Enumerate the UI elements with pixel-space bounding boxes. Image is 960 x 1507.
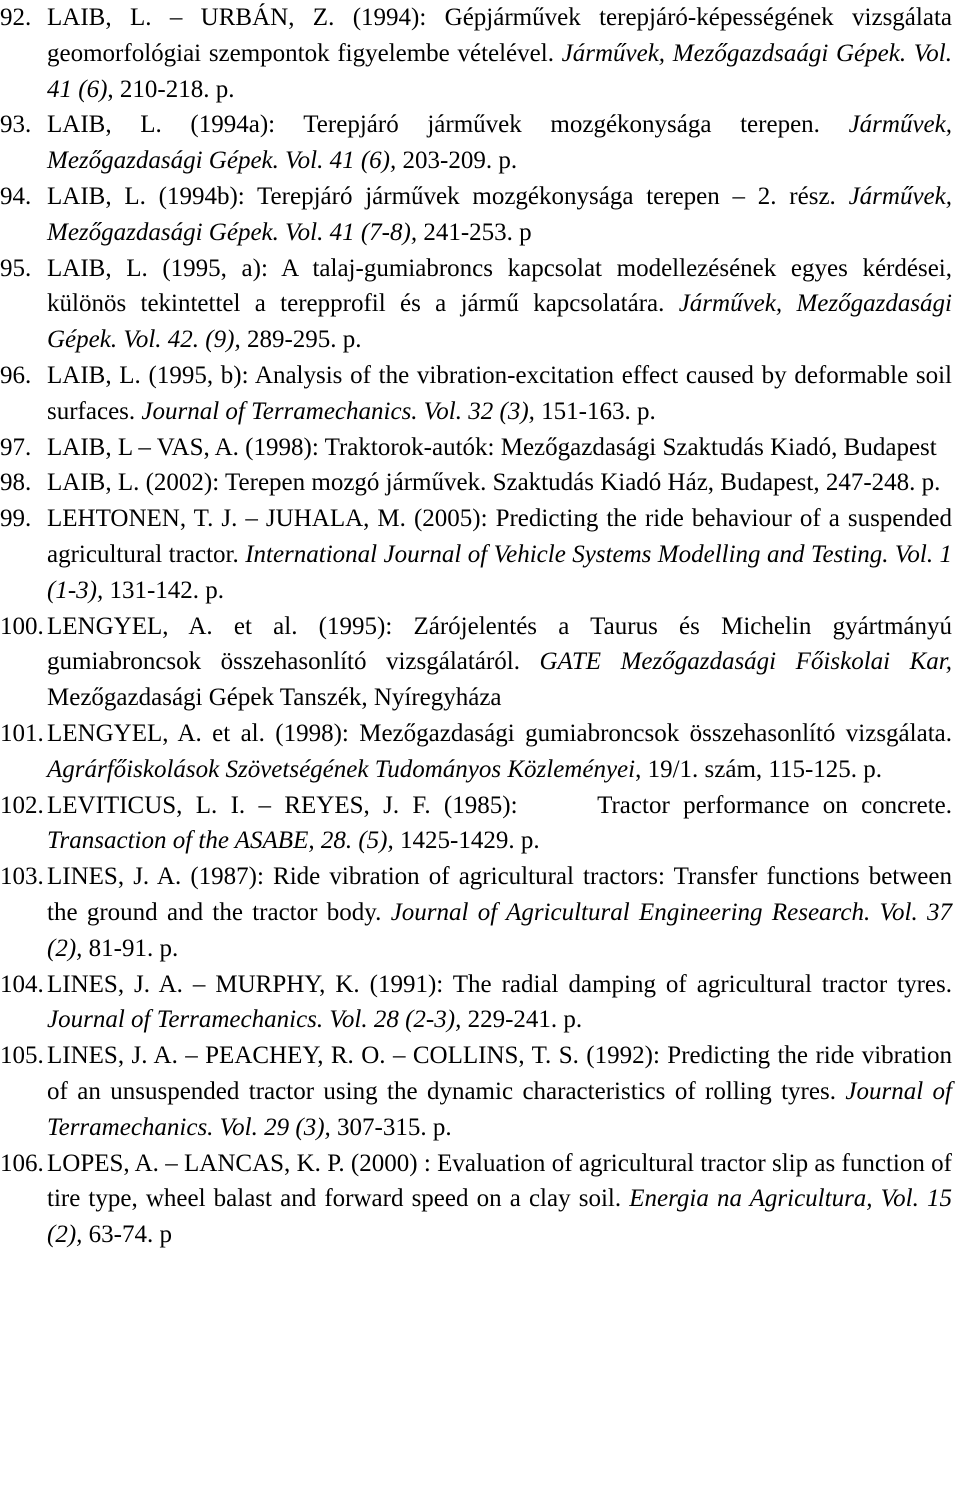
reference-segment: LEVITICUS, L. I. – REYES, J. F. (1985): Tractor performance on concrete. bbox=[47, 791, 959, 819]
reference-source: GATE Mezőgazdasági Főiskolai Kar, bbox=[539, 648, 952, 676]
reference-segment: LAIB, L – VAS, A. (1998): Traktorok-autók: Mezőgazdasági Szaktudás Kiadó, Budapest bbox=[47, 433, 937, 461]
reference-source: Járművek, Mezőgazdasági Gépek. Vol. 41 (6), bbox=[47, 111, 952, 175]
reference-segment: 203-209. p. bbox=[396, 147, 518, 175]
reference-entry bbox=[0, 251, 959, 358]
reference-segment: 241-253. p bbox=[417, 218, 532, 246]
reference-segment: 131-142. p. bbox=[103, 576, 225, 604]
reference-segment: 289-295. p. bbox=[240, 326, 362, 354]
reference-segment: LAIB, L. (1994b): Terepjáró járművek mozgékonysága terepen – 2. rész. bbox=[47, 182, 849, 210]
reference-source: Journal of Terramechanics. Vol. 28 (2-3), bbox=[47, 1006, 462, 1034]
reference-source: Járművek, Mezőgazdasági Gépek. Vol. 41 (7-8), bbox=[47, 182, 952, 246]
reference-entry bbox=[0, 1038, 959, 1145]
reference-entry bbox=[0, 107, 952, 179]
reference-text bbox=[0, 358, 959, 430]
reference-number: 93. bbox=[0, 111, 32, 139]
reference-segment: 307-315. p. bbox=[330, 1113, 452, 1141]
reference-number: 106. bbox=[0, 1149, 44, 1177]
reference-segment: LENGYEL, A. et al. (1995): Zárójelentés a Taurus és Michelin gyártmányú gumiabroncsok összehasonlító vizsgálatáról. bbox=[47, 612, 959, 676]
reference-segment: LINES, J. A. – PEACHEY, R. O. – COLLINS, T. S. (1992): Predicting the ride vibration of an unsuspended tractor using the dynamic characteristics of rolling tyres. bbox=[47, 1042, 959, 1105]
reference-entry bbox=[0, 430, 952, 466]
reference-number: 100. bbox=[0, 612, 44, 640]
reference-segment: Mezőgazdasági Gépek Tanszék, Nyíregyháza bbox=[47, 648, 959, 712]
reference-text bbox=[0, 967, 959, 1039]
reference-number: 92. bbox=[0, 4, 32, 31]
reference-number: 98. bbox=[0, 469, 32, 497]
reference-text bbox=[0, 1038, 959, 1145]
reference-entry bbox=[0, 465, 952, 501]
reference-entry bbox=[0, 0, 959, 107]
reference-source: Járművek, Mezőgazdsaági Gépek. Vol. 41 (6) bbox=[47, 39, 952, 103]
reference-text bbox=[0, 251, 959, 358]
reference-segment: LINES, J. A. – MURPHY, K. (1991): The radial damping of agricultural tractor tyres. bbox=[47, 970, 959, 998]
reference-entry bbox=[0, 1146, 959, 1253]
reference-segment: LAIB, L. (2002): Terepen mozgó járművek. Szaktudás Kiadó Ház, Budapest, 247-248. p. bbox=[47, 469, 941, 497]
reference-entry bbox=[0, 501, 959, 608]
reference-number: 105. bbox=[0, 1042, 44, 1070]
reference-text bbox=[0, 430, 937, 466]
reference-entry bbox=[0, 358, 959, 430]
reference-segment: LAIB, L. – URBÁN, Z. (1994): Gépjárművek terepjáró-képességének vizsgálata geomorfológiai szempontok figyelembe vételével. bbox=[47, 4, 959, 67]
reference-segment: , 19/1. szám, 115-125. p. bbox=[635, 755, 883, 783]
reference-number: 103. bbox=[0, 863, 44, 891]
reference-segment: 229-241. p. bbox=[461, 1006, 583, 1034]
reference-number: 99. bbox=[0, 505, 32, 533]
reference-source: Journal of Terramechanics. Vol. 32 (3), bbox=[141, 397, 535, 425]
reference-source: Journal of Terramechanics. Vol. 29 (3), bbox=[47, 1077, 952, 1141]
reference-source: Agrárfőiskolások Szövetségének Tudományos Közleményei bbox=[47, 755, 636, 783]
reference-entry bbox=[0, 788, 959, 860]
reference-number: 104. bbox=[0, 970, 44, 998]
reference-segment: LOPES, A. – LANCAS, K. P. (2000) : Evaluation of agricultural tractor slip as function of tire type, wheel balast and forward speed on a clay soil. bbox=[47, 1149, 959, 1213]
reference-segment: LENGYEL, A. et al. (1998): Mezőgazdasági gumiabroncsok összehasonlító vizsgálata. bbox=[47, 719, 959, 747]
reference-text bbox=[0, 1146, 959, 1253]
reference-text bbox=[0, 716, 959, 788]
reference-source: Járművek, Mezőgazdasági Gépek. Vol. 42. (9), bbox=[47, 290, 952, 354]
reference-number: 96. bbox=[0, 361, 32, 389]
reference-source: Transaction of the ASABE, 28. (5), bbox=[47, 827, 394, 855]
reference-entry bbox=[0, 609, 959, 716]
reference-text bbox=[0, 859, 959, 966]
reference-segment: LAIB, L. (1995, a): A talaj-gumiabroncs kapcsolat modellezésének egyes kérdései, különös tekintettel a terepprofil és a jármű kapcsolatára. bbox=[47, 254, 959, 318]
reference-source: International Journal of Vehicle Systems Modelling and Testing. Vol. 1 (1-3), bbox=[47, 540, 953, 604]
reference-text bbox=[0, 609, 959, 716]
reference-segment: LINES, J. A. (1987): Ride vibration of agricultural tractors: Transfer functions between the ground and the tractor body. bbox=[47, 863, 959, 926]
reference-segment: 151-163. p. bbox=[534, 397, 656, 425]
reference-source: Journal of Agricultural Engineering Research. Vol. 37 (2), bbox=[47, 898, 952, 962]
reference-text bbox=[0, 465, 941, 501]
reference-text bbox=[0, 788, 959, 860]
reference-segment: 63-74. p bbox=[82, 1221, 172, 1249]
reference-entry bbox=[0, 859, 959, 966]
reference-segment: LEHTONEN, T. J. – JUHALA, M. (2005): Predicting the ride behaviour of a suspended agricultural tractor. bbox=[47, 505, 959, 568]
reference-number: 101. bbox=[0, 719, 44, 747]
reference-entry bbox=[0, 179, 952, 251]
reference-entry bbox=[0, 967, 959, 1039]
reference-segment: LAIB, L. (1994a): Terepjáró járművek mozgékonysága terepen. bbox=[47, 111, 849, 139]
reference-text bbox=[0, 179, 952, 251]
reference-number: 97. bbox=[0, 433, 32, 461]
reference-text bbox=[0, 501, 959, 608]
reference-text bbox=[0, 0, 959, 107]
reference-number: 95. bbox=[0, 254, 32, 282]
reference-source: Energia na Agricultura, Vol. 15 (2), bbox=[47, 1185, 953, 1249]
reference-segment: 81-91. p. bbox=[82, 934, 179, 962]
reference-segment: 1425-1429. p. bbox=[393, 827, 540, 855]
reference-segment: LAIB, L. (1995, b): Analysis of the vibration-excitation effect caused by deformable soil surfaces. bbox=[47, 361, 959, 425]
reference-number: 94. bbox=[0, 182, 32, 210]
reference-text bbox=[0, 107, 952, 179]
reference-segment: , 210-218. p. bbox=[107, 75, 235, 103]
reference-entry bbox=[0, 716, 959, 788]
reference-number: 102. bbox=[0, 791, 44, 819]
